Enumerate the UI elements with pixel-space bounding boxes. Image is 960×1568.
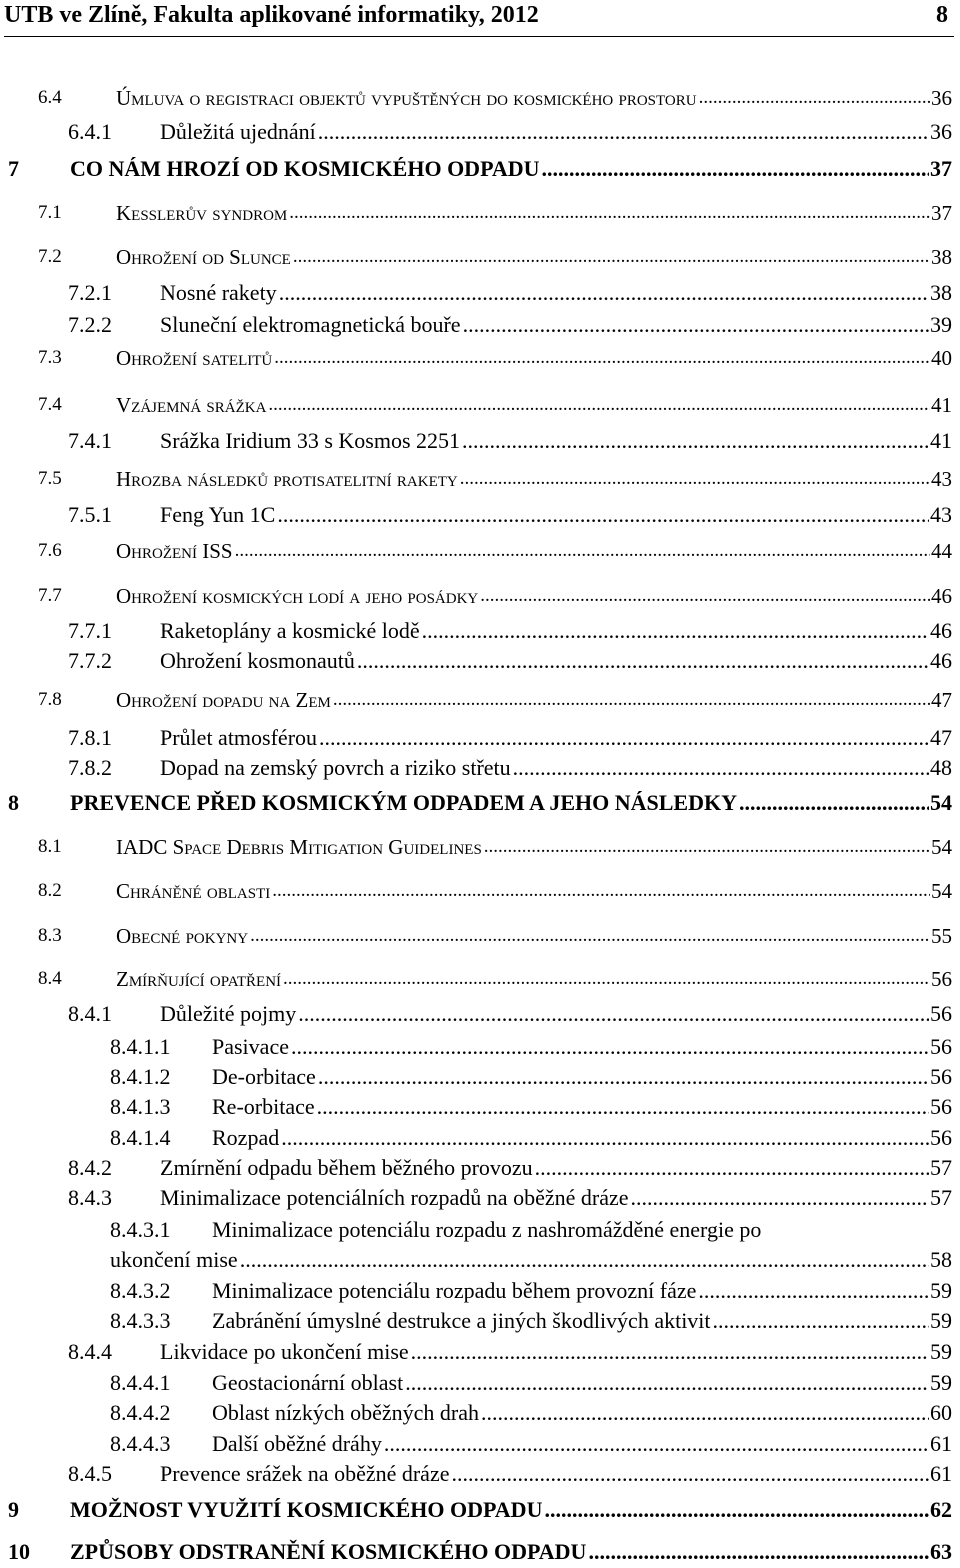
dot-leader <box>250 920 930 952</box>
dot-leader <box>240 1244 929 1276</box>
toc-number: 7.6 <box>38 540 62 561</box>
toc-page: 41 <box>929 425 952 457</box>
toc-page: 57 <box>929 1182 952 1214</box>
toc-number: 7.5 <box>38 468 62 489</box>
toc-title: Úmluva o registraci objektů vypuštěných do kosmického prostoru <box>116 82 699 114</box>
dot-leader <box>318 116 929 148</box>
toc-page: 54 <box>930 875 952 907</box>
toc-page: 56 <box>929 1122 952 1154</box>
toc-entry[interactable] <box>38 241 952 273</box>
toc-page: 56 <box>930 963 952 995</box>
toc-number: 8.4.2 <box>68 1155 112 1180</box>
toc-title: Další oběžné dráhy <box>212 1428 384 1460</box>
toc-entry[interactable] <box>38 82 952 114</box>
toc-title: Prevence srážek na oběžné dráze <box>160 1458 451 1490</box>
toc-number: 8.4.3.1 <box>110 1217 171 1242</box>
toc-title: Re-orbitace <box>212 1091 317 1123</box>
toc-entry[interactable] <box>110 1061 952 1093</box>
toc-page: 38 <box>929 277 952 309</box>
toc-number: 6.4 <box>38 87 62 108</box>
toc-number: 8.2 <box>38 880 62 901</box>
toc-page: 43 <box>930 463 952 495</box>
toc-title: MOŽNOST VYUŽITÍ KOSMICKÉHO ODPADU <box>70 1494 544 1526</box>
dot-leader <box>268 389 930 421</box>
toc-page: 48 <box>929 752 952 784</box>
toc-entry[interactable] <box>110 1122 952 1154</box>
toc-title: Ohrožení ISS <box>116 535 235 567</box>
toc-number: 9 <box>8 1497 19 1522</box>
dot-leader <box>235 535 930 567</box>
toc-title: Důležitá ujednání <box>160 116 318 148</box>
toc-entry[interactable] <box>8 787 952 819</box>
toc-entry[interactable] <box>38 197 952 229</box>
toc-entry[interactable] <box>68 277 952 309</box>
toc-title: Zabránění úmyslné destrukce a jiných škodlivých aktivit <box>212 1305 713 1337</box>
toc-entry[interactable] <box>110 1275 952 1307</box>
dot-leader <box>460 463 930 495</box>
toc-number: 6.4.1 <box>68 119 112 144</box>
toc-entry[interactable] <box>110 1305 952 1337</box>
toc-number: 7.8.1 <box>68 725 112 750</box>
toc-page: 47 <box>930 684 952 716</box>
toc-title: IADC Space Debris Mitigation Guidelines <box>116 831 484 863</box>
toc-title: Rozpad <box>212 1122 281 1154</box>
dot-leader <box>318 1061 929 1093</box>
toc-entry[interactable] <box>68 1182 952 1214</box>
toc-number: 7.2.1 <box>68 280 112 305</box>
toc-page: 56 <box>929 1061 952 1093</box>
toc-title: Sluneční elektromagnetická bouře <box>160 309 463 341</box>
toc-entry[interactable] <box>110 1397 952 1429</box>
toc-entry[interactable] <box>110 1031 952 1063</box>
toc-title: Zmírnění odpadu během běžného provozu <box>160 1152 535 1184</box>
toc-title: Důležité pojmy <box>160 998 298 1030</box>
toc-number: 8.4.4.3 <box>110 1431 171 1456</box>
toc-number: 8.3 <box>38 925 62 946</box>
toc-entry[interactable] <box>68 1336 952 1368</box>
toc-number: 8.4 <box>38 968 62 989</box>
toc-number: 7.2 <box>38 246 62 267</box>
toc-entry[interactable] <box>38 535 952 567</box>
toc-title: Minimalizace potenciálu rozpadu během provozní fáze <box>212 1275 698 1307</box>
toc-page: 41 <box>930 389 952 421</box>
toc-page: 61 <box>929 1428 952 1460</box>
toc-entry[interactable] <box>68 722 952 754</box>
toc-entry[interactable] <box>8 1536 952 1568</box>
dot-leader <box>274 342 930 374</box>
toc-number: 8.4.3.2 <box>110 1278 171 1303</box>
toc-entry[interactable] <box>8 1494 952 1526</box>
toc-entry[interactable] <box>38 580 952 612</box>
toc-number: 10 <box>8 1539 30 1564</box>
toc-entry[interactable] <box>68 1458 952 1490</box>
toc-page: 61 <box>929 1458 952 1490</box>
dot-leader <box>283 963 930 995</box>
toc-title: De-orbitace <box>212 1061 318 1093</box>
toc-page: 59 <box>929 1275 952 1307</box>
toc-page: 54 <box>929 787 952 819</box>
toc-page: 37 <box>929 153 952 185</box>
toc-number: 8 <box>8 790 19 815</box>
toc-number: 8.1 <box>38 836 62 857</box>
toc-entry[interactable] <box>110 1428 952 1460</box>
toc-title: Pasivace <box>212 1031 291 1063</box>
dot-leader <box>291 1031 929 1063</box>
toc-entry[interactable] <box>38 389 952 421</box>
toc-entry[interactable] <box>68 645 952 677</box>
dot-leader <box>405 1367 929 1399</box>
dot-leader <box>317 1091 929 1123</box>
toc-number: 8.4.1 <box>68 1001 112 1026</box>
dot-leader <box>588 1536 929 1568</box>
toc-title: Zmírňující opatření <box>116 963 283 995</box>
toc-title: Minimalizace potenciálu rozpadu z nashromážděné energie po <box>212 1217 762 1242</box>
toc-title: ukončení mise <box>110 1244 240 1276</box>
toc-page: 39 <box>929 309 952 341</box>
toc-number: 7.3 <box>38 347 62 368</box>
toc-number: 8.4.1.4 <box>110 1125 171 1150</box>
toc-entry[interactable] <box>38 342 952 374</box>
toc-number: 8.4.3 <box>68 1185 112 1210</box>
toc-title: Geostacionární oblast <box>212 1367 405 1399</box>
dot-leader <box>281 1122 929 1154</box>
toc-page: 59 <box>929 1367 952 1399</box>
toc-entry[interactable] <box>68 615 952 647</box>
toc-number: 8.4.4.1 <box>110 1370 171 1395</box>
dot-leader <box>289 197 930 229</box>
toc-number: 8.4.5 <box>68 1461 112 1486</box>
toc-title: ZPŮSOBY ODSTRANĚNÍ KOSMICKÉHO ODPADU <box>70 1536 588 1568</box>
dot-leader <box>542 153 929 185</box>
dot-leader <box>451 1458 929 1490</box>
page-number: 8 <box>936 2 948 28</box>
toc-page: 46 <box>929 645 952 677</box>
toc-title: Ohrožení kosmických lodí a jeho posádky <box>116 580 480 612</box>
dot-leader <box>698 1275 929 1307</box>
toc-page: 56 <box>929 1091 952 1123</box>
toc-title: Oblast nízkých oběžných drah <box>212 1397 481 1429</box>
toc-number: 7.7.2 <box>68 648 112 673</box>
toc-page: 38 <box>930 241 952 273</box>
toc-number: 7.1 <box>38 202 62 223</box>
dot-leader <box>411 1336 929 1368</box>
toc-title: Ohrožení dopadu na Zem <box>116 684 333 716</box>
toc-title: Raketoplány a kosmické lodě <box>160 615 422 647</box>
toc-title: Chráněné oblasti <box>116 875 272 907</box>
toc-title: PREVENCE PŘED KOSMICKÝM ODPADEM A JEHO NÁSLEDKY <box>70 787 739 819</box>
dot-leader <box>293 241 930 273</box>
toc-title: Obecné pokyny <box>116 920 250 952</box>
dot-leader <box>277 499 929 531</box>
toc-title: Ohrožení od Slunce <box>116 241 293 273</box>
toc-page: 54 <box>930 831 952 863</box>
toc-title: Průlet atmosférou <box>160 722 319 754</box>
toc-page: 58 <box>929 1244 952 1276</box>
toc-entry[interactable] <box>68 752 952 784</box>
toc-entry[interactable] <box>68 1152 952 1184</box>
toc-number: 7.4 <box>38 394 62 415</box>
dot-leader <box>333 684 930 716</box>
toc-entry[interactable] <box>38 831 952 863</box>
toc-entry[interactable] <box>110 1214 952 1246</box>
toc-title: Vzájemná srážka <box>116 389 268 421</box>
toc-page: 43 <box>929 499 952 531</box>
toc-page: 56 <box>929 998 952 1030</box>
dot-leader <box>513 752 929 784</box>
dot-leader <box>463 309 929 341</box>
toc-number: 7 <box>8 156 19 181</box>
dot-leader <box>298 998 929 1030</box>
toc-number: 8.4.4.2 <box>110 1400 171 1425</box>
toc-page: 36 <box>929 116 952 148</box>
dot-leader <box>272 875 930 907</box>
toc-page: 46 <box>930 580 952 612</box>
toc-number: 8.4.1.1 <box>110 1034 171 1059</box>
toc-title: Ohrožení satelitů <box>116 342 274 374</box>
toc-title: Srážka Iridium 33 s Kosmos 2251 <box>160 425 462 457</box>
toc-title: Kesslerův syndrom <box>116 197 289 229</box>
toc-entry[interactable] <box>8 153 952 185</box>
toc-page: 63 <box>929 1536 952 1568</box>
toc-title: Likvidace po ukončení mise <box>160 1336 411 1368</box>
dot-leader <box>462 425 929 457</box>
toc-entry[interactable] <box>38 875 952 907</box>
toc-title: Minimalizace potenciálních rozpadů na oběžné dráze <box>160 1182 631 1214</box>
dot-leader <box>631 1182 930 1214</box>
toc-page: 55 <box>930 920 952 952</box>
toc-entry[interactable] <box>38 920 952 952</box>
toc-page: 40 <box>930 342 952 374</box>
toc-entry[interactable] <box>110 1367 952 1399</box>
dot-leader <box>481 1397 929 1429</box>
toc-page: 56 <box>929 1031 952 1063</box>
toc-title: Ohrožení kosmonautů <box>160 645 357 677</box>
toc-title: Feng Yun 1C <box>160 499 277 531</box>
toc-page: 62 <box>929 1494 952 1526</box>
toc-number: 7.5.1 <box>68 502 112 527</box>
toc-number: 7.8.2 <box>68 755 112 780</box>
page-header <box>4 2 954 37</box>
toc-entry[interactable] <box>68 425 952 457</box>
toc-entry[interactable] <box>38 963 952 995</box>
dot-leader <box>422 615 929 647</box>
dot-leader <box>544 1494 929 1526</box>
toc-page: 60 <box>929 1397 952 1429</box>
header-title: UTB ve Zlíně, Fakulta aplikované informatiky, 2012 <box>4 2 539 28</box>
toc-number: 8.4.1.2 <box>110 1064 171 1089</box>
toc-title: Nosné rakety <box>160 277 279 309</box>
dot-leader <box>699 82 930 114</box>
dot-leader <box>713 1305 929 1337</box>
dot-leader <box>384 1428 929 1460</box>
toc-page: 46 <box>929 615 952 647</box>
toc-page: 44 <box>930 535 952 567</box>
toc-entry-continuation[interactable] <box>110 1244 952 1276</box>
toc-page: 37 <box>930 197 952 229</box>
dot-leader <box>279 277 929 309</box>
toc-number: 7.7.1 <box>68 618 112 643</box>
toc-page: 47 <box>929 722 952 754</box>
toc-title: Dopad na zemský povrch a riziko střetu <box>160 752 513 784</box>
toc-number: 8.4.1.3 <box>110 1094 171 1119</box>
toc-number: 8.4.4 <box>68 1339 112 1364</box>
dot-leader <box>357 645 929 677</box>
toc-entry[interactable] <box>38 684 952 716</box>
dot-leader <box>484 831 930 863</box>
toc-number: 7.7 <box>38 585 62 606</box>
toc-entry[interactable] <box>68 499 952 531</box>
dot-leader <box>319 722 929 754</box>
toc-entry[interactable] <box>68 998 952 1030</box>
toc-number: 7.2.2 <box>68 312 112 337</box>
toc-page: 36 <box>930 82 952 114</box>
toc-entry[interactable] <box>110 1091 952 1123</box>
toc-title: Hrozba následků protisatelitní rakety <box>116 463 460 495</box>
toc-entry[interactable] <box>68 116 952 148</box>
dot-leader <box>480 580 930 612</box>
toc-page: 59 <box>929 1305 952 1337</box>
toc-number: 7.4.1 <box>68 428 112 453</box>
dot-leader <box>535 1152 929 1184</box>
dot-leader <box>739 787 929 819</box>
toc-entry[interactable] <box>38 463 952 495</box>
toc-page: 57 <box>929 1152 952 1184</box>
toc-title: CO NÁM HROZÍ OD KOSMICKÉHO ODPADU <box>70 153 542 185</box>
toc-number: 8.4.3.3 <box>110 1308 171 1333</box>
toc-entry[interactable] <box>68 309 952 341</box>
toc-number: 7.8 <box>38 689 62 710</box>
toc-page: 59 <box>929 1336 952 1368</box>
